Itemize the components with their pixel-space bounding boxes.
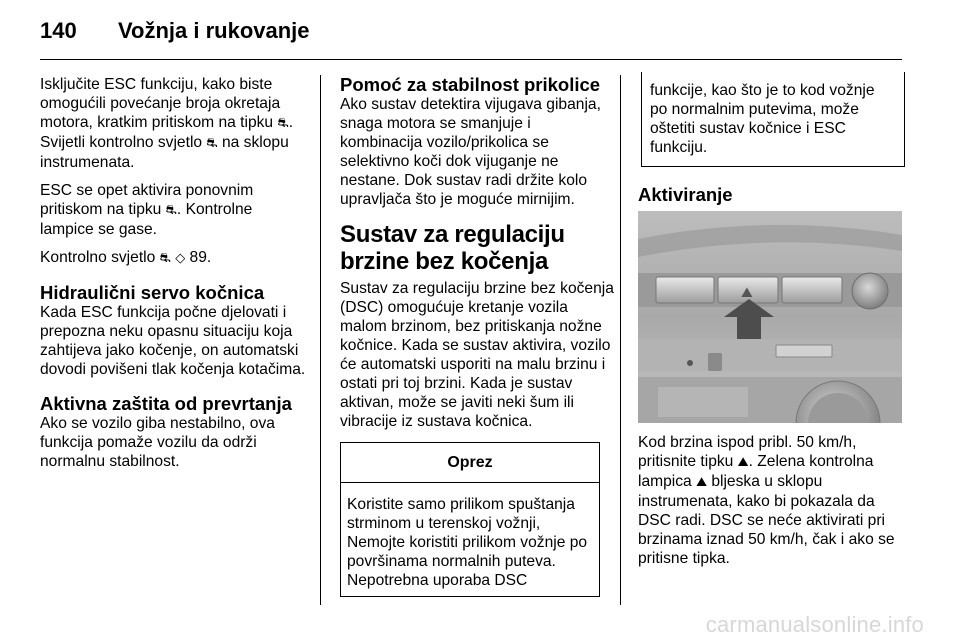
- servo-brake-text: Kada ESC funkcija počne djelovati i prepozna neku opasnu situaciju koja zahtijeva jako kočenje, on automatski dovodi povišeni tlak kočenja kotačima.: [40, 304, 306, 378]
- column-1: [40, 75, 310, 480]
- trailer-stability-text: Ako sustav detektira vijugava gibanja, snaga motora se smanjuje i kombinacija vozilo/prikolica se selektivno koči dok vijuganje ne nestane. Dok sustav radi držite kolo upravljača što je moguće mirnijim.: [340, 96, 601, 208]
- column-3: [638, 72, 902, 577]
- control-light-ref: Kontrolno svjetlo ⛐ ◇ 89.: [40, 249, 212, 266]
- dsc-icon: ⛰: [696, 475, 707, 490]
- heading-trailer-stability: Pomoć za stabilnost prikolice: [340, 74, 601, 95]
- page-number: 140: [40, 18, 77, 43]
- svg-text:⛰: ⛰: [741, 285, 753, 301]
- page-header-title: Vožnja i rukovanje: [118, 18, 310, 43]
- caution-box: [340, 442, 600, 597]
- column-divider-2: [620, 75, 621, 605]
- esc-off-icon: ⛐: [277, 116, 289, 131]
- dsc-icon: ⛰: [737, 455, 749, 470]
- header-rule: [40, 59, 902, 60]
- column-2: [340, 75, 615, 597]
- column-divider-1: [320, 75, 321, 605]
- dsc-text: Sustav za regulaciju brzine bez kočenja (DSC) omogućuje kretanje vozila malom brzinom, bez pritiskanja nožne kočnice. Kada se sustav aktivira, vozilo će automatski usporiti na malu brzinu i ostati pri toj brzini. Kada je sustav aktivan, može se javiti neki šum ili vibracije iz sustava kočnica.: [340, 280, 614, 430]
- esc-off-icon: ⛐: [159, 251, 171, 266]
- esc-off-icon: ⛐: [165, 203, 177, 218]
- rollover-text: Ako se vozilo giba nestabilno, ova funkcija pomaže vozilu da održi normalnu stabilnost.: [40, 415, 275, 470]
- heading-dsc: Sustav za regulaciju brzine bez kočenja: [340, 221, 565, 275]
- dsc-button-photo: [638, 211, 902, 423]
- watermark: carmanualsonline.info: [705, 612, 924, 637]
- heading-rollover: Aktivna zaštita od prevrtanja: [40, 393, 292, 414]
- esc-off-paragraph: Isključite ESC funkciju, kako biste omogućili povećanje broja okretaja motora, kratkim pritiskom na tipku ⛐. Svijetli kontrolno svjetlo ⛐ na sklopu instrumenata.: [40, 76, 294, 171]
- page-ref-arrow-icon: ◇: [175, 251, 186, 266]
- caution-title: Oprez: [341, 443, 599, 483]
- heading-activation: Aktiviranje: [638, 184, 733, 205]
- esc-off-icon: ⛐: [206, 136, 218, 151]
- heading-servo-brake: Hidraulični servo kočnica: [40, 282, 265, 303]
- caution-text: Koristite samo prilikom spuštanja strminom u terenskoj vožnji, Nemojte koristiti prilikom vožnje po površinama normalnih puteva. Nepotrebna uporaba DSC: [347, 496, 588, 589]
- caution-continuation: funkcije, kao što je to kod vožnje po normalnim putevima, može oštetiti sustav kočnice i ESC funkciju.: [641, 72, 905, 167]
- activation-text: Kod brzina ispod pribl. 50 km/h, pritisnite tipku ⛰. Zelena kontrolna lampica ⛰ bljeska u sklopu instrumenata, kako bi pokazala da DSC radi. DSC se neće aktivirati pri brzinama iznad 50 km/h, čak i ako se pritisne tipka.: [638, 434, 895, 567]
- esc-reactivate-paragraph: ESC se opet aktivira ponovnim pritiskom na tipku ⛐. Kontrolne lampice se gase.: [40, 182, 254, 238]
